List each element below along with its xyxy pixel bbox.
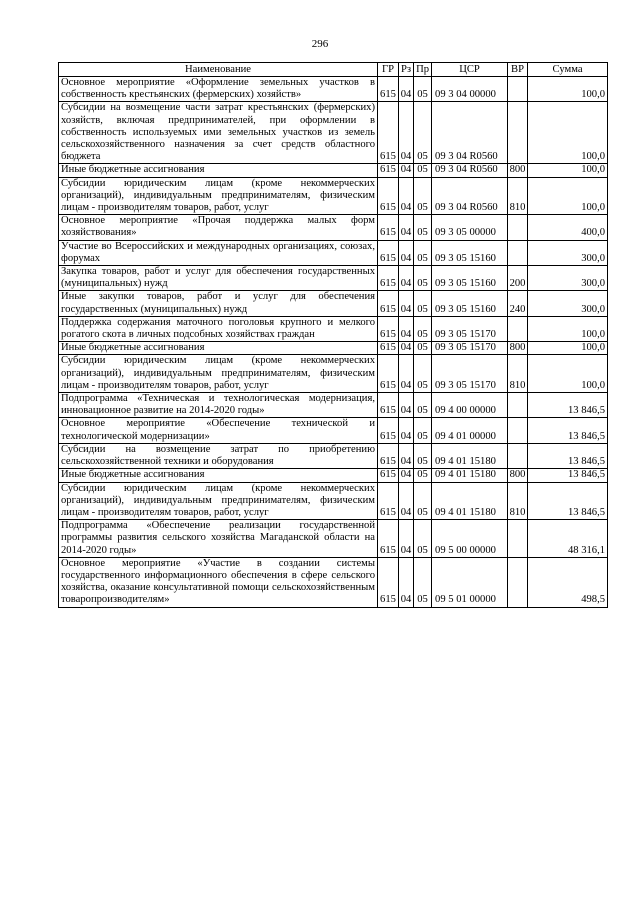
- row-pr: 05: [414, 77, 432, 102]
- row-rz: 04: [399, 164, 414, 177]
- row-sum: 400,0: [528, 215, 608, 240]
- row-rz: 04: [399, 482, 414, 520]
- row-pr: 05: [414, 557, 432, 607]
- row-csr: 09 3 04 00000: [432, 77, 508, 102]
- table-row: [59, 355, 608, 393]
- row-sum: 13 846,5: [528, 443, 608, 468]
- row-vr: 810: [508, 482, 528, 520]
- row-pr: 05: [414, 393, 432, 418]
- row-name: Основное мероприятие «Обеспечение технической и технологической модернизации»: [59, 418, 378, 443]
- row-name: Субсидии юридическим лицам (кроме некоммерческих организаций), индивидуальным предпринимателям, физическим лицам - производителям товаров, работ, услуг: [59, 482, 378, 520]
- row-name: Субсидии на возмещение затрат по приобретению сельскохозяйственной техники и оборудования: [59, 443, 378, 468]
- row-rz: 04: [399, 355, 414, 393]
- header-name: Наименование: [59, 63, 378, 77]
- row-gr: 615: [378, 316, 399, 341]
- row-pr: 05: [414, 342, 432, 355]
- header-gr: ГР: [378, 63, 399, 77]
- row-csr: 09 3 05 15170: [432, 316, 508, 341]
- row-gr: 615: [378, 482, 399, 520]
- row-pr: 05: [414, 291, 432, 316]
- row-rz: 04: [399, 240, 414, 265]
- row-pr: 05: [414, 418, 432, 443]
- row-csr: 09 4 01 15180: [432, 482, 508, 520]
- row-vr: [508, 316, 528, 341]
- row-gr: 615: [378, 164, 399, 177]
- row-rz: 04: [399, 557, 414, 607]
- row-sum: 100,0: [528, 102, 608, 164]
- row-csr: 09 4 00 00000: [432, 393, 508, 418]
- table-header-row: [59, 63, 608, 77]
- row-pr: 05: [414, 316, 432, 341]
- row-gr: 615: [378, 215, 399, 240]
- row-name: Участие во Всероссийских и международных организациях, союзах, форумах: [59, 240, 378, 265]
- row-vr: [508, 418, 528, 443]
- row-sum: 300,0: [528, 240, 608, 265]
- row-rz: 04: [399, 316, 414, 341]
- row-vr: 200: [508, 266, 528, 291]
- row-pr: 05: [414, 482, 432, 520]
- row-name: Закупка товаров, работ и услуг для обеспечения государственных (муниципальных) нужд: [59, 266, 378, 291]
- row-rz: 04: [399, 77, 414, 102]
- row-sum: 100,0: [528, 177, 608, 215]
- row-csr: 09 3 05 15160: [432, 266, 508, 291]
- row-csr: 09 3 04 R0560: [432, 102, 508, 164]
- row-vr: 800: [508, 469, 528, 482]
- row-gr: 615: [378, 102, 399, 164]
- table-row: [59, 215, 608, 240]
- row-name: Иные закупки товаров, работ и услуг для обеспечения государственных (муниципальных) нужд: [59, 291, 378, 316]
- row-sum: 300,0: [528, 266, 608, 291]
- row-name: Субсидии на возмещение части затрат крестьянских (фермерских) хозяйств, включая предпринимателей, при оформлении в собственность используемых ими земельных участков из земель сельскохозяйственного назначения за счет средств областного бюджета: [59, 102, 378, 164]
- row-vr: [508, 215, 528, 240]
- row-vr: [508, 393, 528, 418]
- row-name: Иные бюджетные ассигнования: [59, 469, 378, 482]
- row-vr: [508, 520, 528, 558]
- row-pr: 05: [414, 443, 432, 468]
- row-gr: 615: [378, 520, 399, 558]
- row-pr: 05: [414, 469, 432, 482]
- row-rz: 04: [399, 393, 414, 418]
- table-row: [59, 102, 608, 164]
- row-sum: 100,0: [528, 355, 608, 393]
- row-sum: 300,0: [528, 291, 608, 316]
- row-csr: 09 3 05 15170: [432, 355, 508, 393]
- row-gr: 615: [378, 342, 399, 355]
- table-row: [59, 520, 608, 558]
- row-rz: 04: [399, 266, 414, 291]
- row-name: Основное мероприятие «Участие в создании системы государственного информационного обеспечения в сфере сельского хозяйства, оказание консультативной помощи сельскохозяйственным товаропроизводителям»: [59, 557, 378, 607]
- row-rz: 04: [399, 215, 414, 240]
- row-name: Субсидии юридическим лицам (кроме некоммерческих организаций), индивидуальным предпринимателям, физическим лицам - производителям товаров, работ, услуг: [59, 355, 378, 393]
- row-vr: [508, 557, 528, 607]
- row-name: Подпрограмма «Техническая и технологическая модернизация, инновационное развитие на 2014-2020 годы»: [59, 393, 378, 418]
- row-vr: [508, 77, 528, 102]
- row-pr: 05: [414, 215, 432, 240]
- row-name: Основное мероприятие «Прочая поддержка малых форм хозяйствования»: [59, 215, 378, 240]
- row-vr: 800: [508, 342, 528, 355]
- header-vr: ВР: [508, 63, 528, 77]
- header-rz: Рз: [399, 63, 414, 77]
- row-name: Поддержка содержания маточного поголовья крупного и мелкого рогатого скота в личных подсобных хозяйствах граждан: [59, 316, 378, 341]
- row-pr: 05: [414, 177, 432, 215]
- row-rz: 04: [399, 291, 414, 316]
- row-csr: 09 3 04 R0560: [432, 177, 508, 215]
- row-name: Основное мероприятие «Оформление земельных участков в собственность крестьянских (фермерских) хозяйств»: [59, 77, 378, 102]
- row-csr: 09 3 05 15160: [432, 291, 508, 316]
- row-vr: 810: [508, 177, 528, 215]
- row-vr: [508, 102, 528, 164]
- page-number: 296: [311, 38, 329, 50]
- row-sum: 48 316,1: [528, 520, 608, 558]
- row-vr: 800: [508, 164, 528, 177]
- row-name: Подпрограмма «Обеспечение реализации государственной программы развития сельского хозяйства Магаданской области на 2014-2020 годы»: [59, 520, 378, 558]
- row-csr: 09 3 05 15160: [432, 240, 508, 265]
- row-csr: 09 3 04 R0560: [432, 164, 508, 177]
- row-csr: 09 3 05 15170: [432, 342, 508, 355]
- row-gr: 615: [378, 77, 399, 102]
- table-row: [59, 443, 608, 468]
- row-gr: 615: [378, 240, 399, 265]
- row-gr: 615: [378, 393, 399, 418]
- table-row: [59, 342, 608, 355]
- table-row: [59, 557, 608, 607]
- row-name: Иные бюджетные ассигнования: [59, 164, 378, 177]
- table-row: [59, 316, 608, 341]
- table-row: [59, 418, 608, 443]
- table-row: [59, 266, 608, 291]
- row-csr: 09 4 01 15180: [432, 469, 508, 482]
- table-row: [59, 164, 608, 177]
- header-csr: ЦСР: [432, 63, 508, 77]
- row-vr: 240: [508, 291, 528, 316]
- row-csr: 09 5 00 00000: [432, 520, 508, 558]
- table-row: [59, 482, 608, 520]
- table-row: [59, 240, 608, 265]
- table-row: [59, 177, 608, 215]
- row-pr: 05: [414, 240, 432, 265]
- row-rz: 04: [399, 443, 414, 468]
- row-rz: 04: [399, 469, 414, 482]
- row-sum: 100,0: [528, 342, 608, 355]
- table-body: [59, 77, 608, 608]
- row-pr: 05: [414, 266, 432, 291]
- row-pr: 05: [414, 102, 432, 164]
- row-gr: 615: [378, 469, 399, 482]
- row-csr: 09 3 05 00000: [432, 215, 508, 240]
- table-row: [59, 77, 608, 102]
- row-gr: 615: [378, 291, 399, 316]
- table-row: [59, 291, 608, 316]
- row-gr: 615: [378, 266, 399, 291]
- table-row: [59, 393, 608, 418]
- row-vr: [508, 443, 528, 468]
- row-gr: 615: [378, 557, 399, 607]
- row-pr: 05: [414, 355, 432, 393]
- row-sum: 13 846,5: [528, 482, 608, 520]
- row-name: Иные бюджетные ассигнования: [59, 342, 378, 355]
- row-gr: 615: [378, 355, 399, 393]
- row-gr: 615: [378, 418, 399, 443]
- row-rz: 04: [399, 520, 414, 558]
- row-sum: 13 846,5: [528, 469, 608, 482]
- table-row: [59, 469, 608, 482]
- row-gr: 615: [378, 177, 399, 215]
- row-vr: [508, 240, 528, 265]
- row-sum: 13 846,5: [528, 418, 608, 443]
- header-sum: Сумма: [528, 63, 608, 77]
- row-rz: 04: [399, 418, 414, 443]
- row-csr: 09 5 01 00000: [432, 557, 508, 607]
- row-rz: 04: [399, 102, 414, 164]
- row-name: Субсидии юридическим лицам (кроме некоммерческих организаций), индивидуальным предпринимателям, физическим лицам - производителям товаров, работ, услуг: [59, 177, 378, 215]
- row-csr: 09 4 01 00000: [432, 418, 508, 443]
- row-vr: 810: [508, 355, 528, 393]
- row-sum: 498,5: [528, 557, 608, 607]
- row-sum: 100,0: [528, 77, 608, 102]
- row-csr: 09 4 01 15180: [432, 443, 508, 468]
- row-pr: 05: [414, 520, 432, 558]
- row-gr: 615: [378, 443, 399, 468]
- row-sum: 100,0: [528, 164, 608, 177]
- budget-table: [58, 62, 608, 608]
- row-sum: 13 846,5: [528, 393, 608, 418]
- row-rz: 04: [399, 342, 414, 355]
- header-pr: Пр: [414, 63, 432, 77]
- row-rz: 04: [399, 177, 414, 215]
- row-pr: 05: [414, 164, 432, 177]
- row-sum: 100,0: [528, 316, 608, 341]
